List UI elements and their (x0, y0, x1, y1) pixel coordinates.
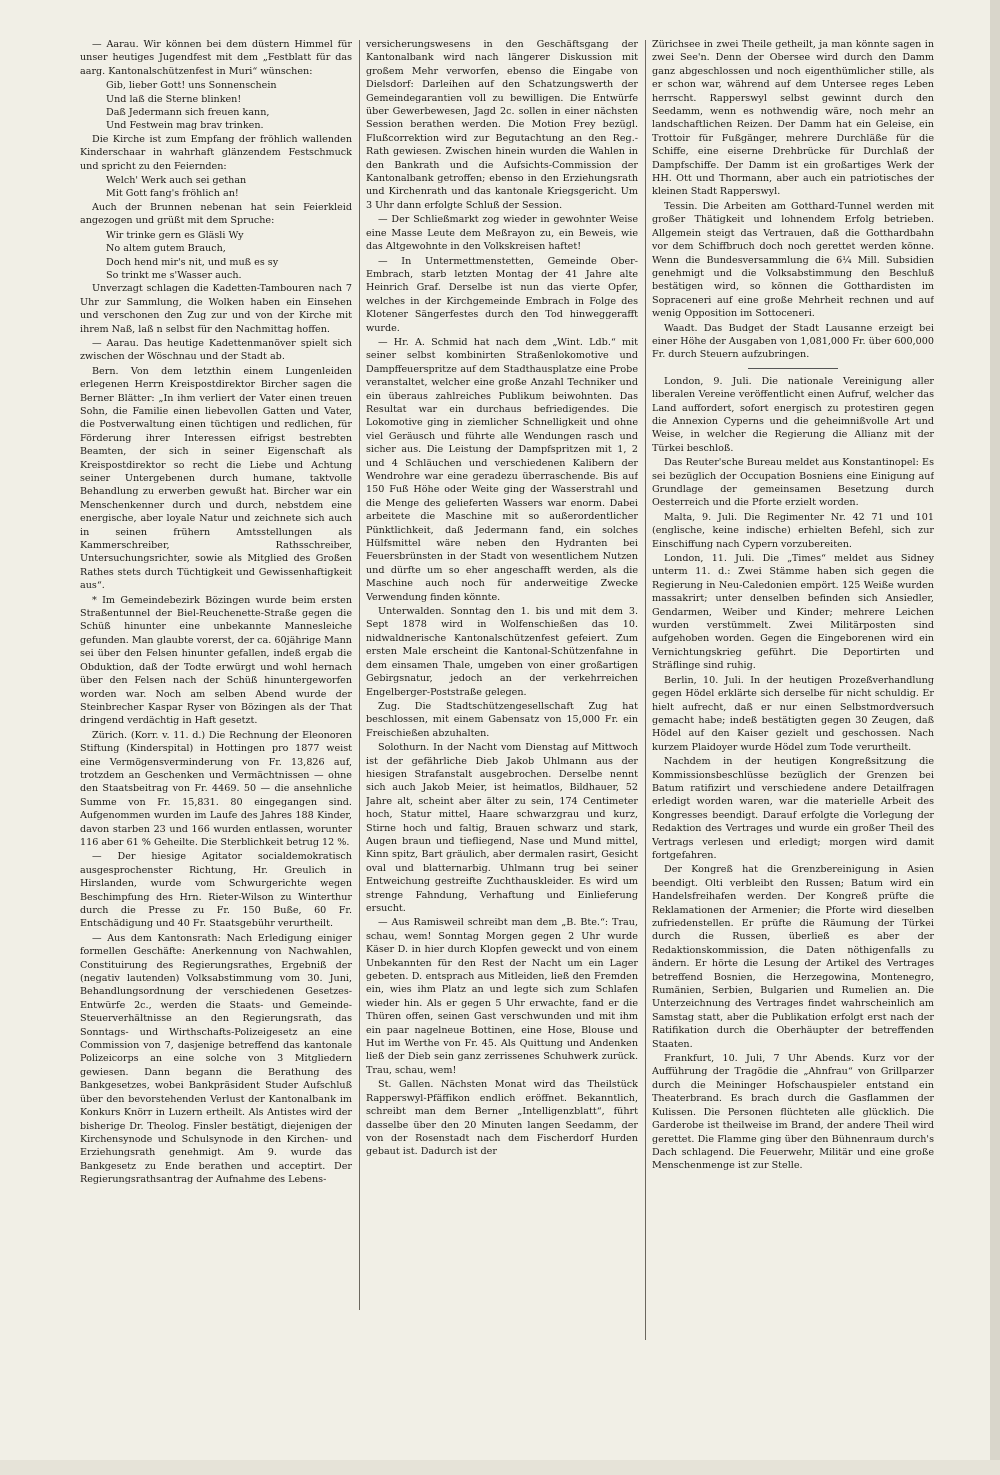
article-schliessmarkt: — Der Schließmarkt zog wieder in gewohnter Weise eine Masse Leute dem Meßrayon zu, ein Beweis, wie das Altgewohnte in den Volkskreisen haftet! (366, 214, 638, 253)
article-unterwalden: Unterwalden. Sonntag den 1. bis und mit dem 3. Sept 1878 wird in Wolfenschießen das 10. nidwaldnerische Kantonalschützenfest gefeiert. Zum ersten Male erscheint die Kantonal-Schützenfahne in dem einsamen Thale, umgeben von einer großartigen Gebirgsnatur, jedoch an der verkehrreichen Engelberger-Poststraße gelegen. (366, 606, 638, 698)
dispatch-malta: Malta, 9. Juli. Die Regimenter Nr. 42 71 und 101 (englische, keine indische) erhielten Befehl, sich zur Einschiffung nach Cypern vorzubereiten. (652, 511, 934, 550)
verse-line: Wir trinke gern es Gläsli Wy (106, 229, 244, 241)
article-untermettmenstetten: — In Untermettmenstetten, Gemeinde Ober-Embrach, starb letzten Montag der 41 Jahre alte Heinrich Graf. Derselbe ist nun das vierte Opfer, welches in der Kirchgemeinde Embrach in Folge des Klotener Sängerfestes durch den Tod hinweggerafft wurde. (366, 255, 638, 334)
page-edge (990, 0, 1000, 1475)
verse-line: No altem gutem Brauch, (106, 243, 226, 255)
dispatch-berlin: Berlin, 10. Juli. In der heutigen Prozeßverhandlung gegen Hödel erklärte sich derselbe für nicht schuldig. Er hielt aufrecht, daß er nur einen Selbstmordversuch gemacht habe; indeß bestätigten gegen 30 Zeugen, daß Hödel auf den Kaiser gezielt und geschossen. Nach kurzem Plaidoyer wurde Hödel zum Tode verurtheilt. (652, 674, 934, 753)
article-aarau-festival: — Aarau. Wir können bei dem düstern Himmel für unser heutiges Jugendfest mit dem „Festblatt für das aarg. Kantonalschützenfest in Muri“ wünschen: (80, 39, 352, 77)
article-tessin: Tessin. Die Arbeiten am Gotthard-Tunnel werden mit großer Thätigkeit und lohnendem Erfolg betrieben. Allgemein steigt das Vertrauen, daß die Gotthardbahn vor dem Schiffbruch doch noch gerettet werden könne. Wenn die Bundesversammlung die 6¼ Mill. Subsidien genehmigt und die Volksabstimmung den Beschluß bestätigen wird, so können die Gotthardisten im Sopraceneri auf eine große Mehrheit rechnen und auf wenig Opposition im Sottoceneri. (652, 200, 934, 320)
article-kantonsrath: — Aus dem Kantonsrath: Nach Erledigung einiger formellen Geschäfte: Anerkennung von Nachwahlen, Constituirung des Regierungsrathes, Ergebniß der (negativ lautenden) Volksabstimmung vom 30. Juni, Behandlungsordnung der verschiedenen Gesetzes-Entwürfe 2c., werden die Staats- und Gemeinde-Steuerverhältnisse an den Regierungsrath, das Sonntags- und Wirthschafts-Polizeigesetz an eine Commission von 7, dasjenige betreffend das kantonale Polizeicorps an eine solche von 3 Mitgliedern gewiesen. Dann begann die Berathung des Bankgesetzes, wobei Bankpräsident Studer Aufschluß über den bevorstehenden Verlust der Kantonalbank im Konkurs Knörr in Luzern ertheilt. Als Antistes wird der bisherige Dr. Theolog. Finsler bestätigt, diejenigen der Kirchensynode und Schulsynode in den Kirchen- und Erziehungsrath genehmigt. Am 9. wurde das Bankgesetz zu Ende berathen und acceptirt. Der Regierungsrathsantrag der Aufnahme des Lebens- (80, 932, 352, 1186)
verse-1 (106, 79, 352, 133)
verse-3 (106, 229, 352, 283)
article-solothurn: Solothurn. In der Nacht vom Dienstag auf Mittwoch ist der gefährliche Dieb Jakob Uhlmann aus der hiesigen Strafanstalt ausgebrochen. Derselbe nennt sich auch Jakob Meier, ist heimatlos, Bildhauer, 52 Jahre alt, scheint aber älter zu sein, 174 Centimeter hoch, Statur mittel, Haare schwarzgrau und kurz, Stirne hoch und faltig, Brauen schwarz und stark, Augen braun und tiefliegend, Nase und Mund mittel, Kinn spitz, Bart gräulich, aber dermalen rasirt, Gesicht oval und blatternarbig. Uhlmann trug bei seiner Entweichung gestreifte Zuchthauskleider. Es wird um strenge Fahndung, Verhaftung und Einlieferung ersucht. (366, 742, 638, 914)
page-bottom-margin (0, 1460, 1000, 1475)
column-3 (652, 38, 934, 1338)
article-ramisweil: — Aus Ramisweil schreibt man dem „B. Bte.“: Trau, schau, wem! Sonntag Morgen gegen 2 Uhr wurde Käser D. in hier durch Klopfen geweckt und von einem Unbekannten für den Rest der Nacht um ein Lager gebeten. D. entsprach aus Mitleiden, ließ den Fremden ein, wies ihm Platz an und legte sich zum Schlafen wieder hin. Als er gegen 5 Uhr erwachte, fand er die Thüren offen, seinen Gast verschwunden und mit ihm ein paar nagelneue Bottinen, eine Hose, Blouse und Hut im Werthe von Fr. 45. Als Quittung und Andenken ließ der Dieb sein ganz zerrissenes Schuhwerk zurück. Trau, schau, wem! (366, 917, 638, 1076)
article-zug: Zug. Die Stadtschützengesellschaft Zug hat beschlossen, mit einem Gabensatz von 15,000 Fr. ein Freischießen abzuhalten. (366, 700, 638, 739)
dispatch-kongress-1: Nachdem in der heutigen Kongreßsitzung die Kommissionsbeschlüsse bezüglich der Grenzen bei Batum ratifizirt und verschiedene andere Detailfragen erledigt worden waren, war die materielle Arbeit des Kongresses beendigt. Darauf erfolgte die Vorlegung der Redaktion des Vertrages und wurde ein großer Theil des Vertrags verlesen und erledigt; morgen wird damit fortgefahren. (652, 756, 934, 861)
verse-line: So trinkt me s'Wasser auch. (106, 269, 242, 281)
column-rule-1 (359, 40, 360, 1310)
paragraph: Auch der Brunnen nebenan hat sein Feierkleid angezogen und grüßt mit dem Spruche: (80, 201, 352, 227)
column-1 (80, 38, 352, 1338)
dispatch-kongress-2: Der Kongreß hat die Grenzbereinigung in Asien beendigt. Olti verbleibt den Russen; Batum wird ein Handelsfreihafen werden. Der Kongreß prüfte die Reklamationen der Armenier; die Pforte wird dieselben zufriedenstellen. Er prüfte die Räumung der Türkei durch die Russen, überließ es aber der Redaktionskommission, die Daten nöthigenfalls zu ändern. Er hörte die Lesung der Artikel des Vertrages betreffend Bosnien, die Herzegowina, Montenegro, Rumänien, Serbien, Bulgarien und Rumelien an. Die Unterzeichnung des Vertrages findet wahrscheinlich am Samstag statt, aber die Publikation erfolgt erst nach der Ratifikation durch die Oberhäupter der betreffenden Staaten. (652, 864, 934, 1050)
dispatch-london-11: London, 11. Juli. Die „Times“ meldet aus Sidney unterm 11. d.: Zwei Stämme haben sich gegen die Regierung in Neu-Caledonien empört. 125 Weiße wurden massakrirt; unter denselben befinden sich Ansiedler, Gendarmen, Weiber und Kinder; mehrere Leichen wurden verstümmelt. Zwei Militärposten sind aufgehoben worden. Gegen die Eingeborenen wird ein Vernichtungskrieg geführt. Die Deportirten und Sträflinge sind ruhig. (652, 553, 934, 672)
dispatch-reuter: Das Reuter'sche Bureau meldet aus Konstantinopel: Es sei bezüglich der Occupation Bosniens eine Einigung auf Grundlage der gemeinsamen Besetzung durch Oesterreich und die Pforte erzielt worden. (652, 457, 934, 509)
column-rule-2 (645, 40, 646, 1340)
article-aarau-cadets: — Aarau. Das heutige Kadettenmanöver spielt sich zwischen der Wöschnau und der Stadt ab. (80, 337, 352, 363)
article-st-gallen: St. Gallen. Nächsten Monat wird das Theilstück Rapperswyl-Pfäffikon endlich eröffnet. Bekanntlich, schreibt man dem Berner „Intelligenzblatt“, führt dasselbe über den 20 Minuten langen Seedamm, der von der Rosenstadt nach dem Fischerdorf Hurden gebaut ist. Dadurch ist der (366, 1079, 638, 1158)
paragraph: versicherungswesens in den Geschäftsgang der Kantonalbank wird nach längerer Diskussion mit großem Mehr verworfen, ebenso die Eingabe von Dielsdorf: Darleihen auf den Schatzungswerth der Gemeindegarantien voll zu bewilligen. Die Entwürfe über Gewerbewesen, Jagd 2c. sollen in einer nächsten Session berathen werden. Die Motion Frey bezügl. Flußcorrektion wird zur Begutachtung an den Reg.-Rath gewiesen. Zwischen hinein wurden die Wahlen in den Bankrath und die Aufsichts-Commission der Kantonalbank getroffen; ebenso in den Erziehungsrath und Kirchenrath und das kantonale Kriegsgericht. Um 3 Uhr dann erfolgte Schluß der Session. (366, 39, 638, 211)
paragraph: Die Kirche ist zum Empfang der fröhlich wallenden Kinderschaar in wahrhaft glänzendem Festschmuck und spricht zu den Feiernden: (80, 133, 352, 172)
verse-line: Mit Gott fang's fröhlich an! (106, 188, 239, 200)
section-divider (748, 368, 838, 369)
dispatch-london-9: London, 9. Juli. Die nationale Vereinigung aller liberalen Vereine veröffentlicht einen Aufruf, welcher das Land auffordert, sofort energisch zu protestiren gegen die Annexion Cyperns und die geheimnißvolle Art und Weise, in welcher die Regierung die Allianz mit der Türkei beschloß. (652, 375, 934, 454)
article-greulich: — Der hiesige Agitator socialdemokratisch ausgesprochenster Richtung, Hr. Greulich in Hirslanden, wurde vom Schwurgerichte wegen Beschimpfung des Hrn. Rieter-Wilson zu Winterthur durch die Presse zu Fr. 150 Buße, 60 Fr. Entschädigung und 40 Fr. Staatsgebühr verurtheilt. (80, 851, 352, 930)
article-schmid-lokomotive: — Hr. A. Schmid hat nach dem „Wint. Ldb.“ mit seiner selbst kombinirten Straßenlokomotive und Dampffeuerspritze auf dem Stadthausplatze eine Probe veranstaltet, welcher eine große Anzahl Techniker und ein überaus zahlreiches Publikum beiwohnten. Das Resultat war ein durchaus befriedigendes. Die Lokomotive ging in ziemlicher Schnelligkeit und ohne viel Geräusch und führte alle Wendungen rasch und sicher aus. Die Leistung der Dampfspritzen mit 1, 2 und 4 Schläuchen und verschiedenen Kalibern der Wendrohre war eine geradezu überraschende. Bis auf 150 Fuß Höhe oder Weite ging der Wasserstrahl und die Menge des gelieferten Wassers war enorm. Dabei arbeitete die Maschine mit so außerordentlicher Pünktlichkeit, daß Jedermann fand, ein solches Hülfsmittel wäre neben den Hydranten bei Feuersbrünsten in der Stadt von wesentlichem Nutzen und dürfte um so eher angeschafft werden, als die Maschine auch noch für anderweitige Zwecke Verwendung finden könnte. (366, 336, 638, 603)
verse-line: Daß Jedermann sich freuen kann, (106, 107, 270, 119)
paragraph: Unverzagt schlagen die Kadetten-Tambouren nach 7 Uhr zur Sammlung, die Wolken haben ein Einsehen und verschonen den Zug zur und von der Kirche mit ihrem Naß, laß n selbst für den Nachmittag hoffen. (80, 283, 352, 335)
verse-line: Gib, lieber Gott! uns Sonnenschein (106, 80, 277, 92)
article-zuerich: Zürich. (Korr. v. 11. d.) Die Rechnung der Eleonoren Stiftung (Kinderspital) in Hottingen pro 1877 weist eine Vermögensverminderung von Fr. 13,826 auf, trotzdem an Geschenken und Vermächtnissen — ohne den Staatsbeitrag von Fr. 4469. 50 — die ansehnliche Summe von Fr. 15,831. 80 eingegangen sind. Aufgenommen wurden im Laufe des Jahres 188 Kinder, davon starben 23 und 166 wurden entlassen, worunter 116 aber 61 % Geheilte. Die Sterblichkeit betrug 12 %. (80, 729, 352, 848)
article-bern: Bern. Von dem letzthin einem Lungenleiden erlegenen Herrn Kreispostdirektor Bircher sagen die Berner Blätter: „In ihm verliert der Vater einen treuen Sohn, die Familie einen liebevollen Gatten und Vater, die Postverwaltung einen tüchtigen und redlichen, für Förderung ihrer Interessen eifrigst bestrebten Beamten, der sich in seiner Eigenschaft als Kreispostdirektor so recht die Liebe und Achtung seiner Untergebenen durch humane, taktvolle Behandlung zu erwerben gewußt hat. Bircher war ein Menschenkenner durch und durch, nebstdem eine energische, aber loyale Natur und zeichnete sich auch in seinen frühern Amtsstellungen als Kammerschreiber, Rathsschreiber, Untersuchungsrichter, sowie als Mitglied des Großen Rathes stets durch Tüchtigkeit und Gewissenhaftigkeit aus“. (80, 365, 352, 592)
verse-line: Und laß die Sterne blinken! (106, 93, 242, 105)
verse-line: Welch' Werk auch sei gethan (106, 175, 247, 187)
verse-line: Und Festwein mag brav trinken. (106, 120, 264, 132)
dispatch-frankfurt: Frankfurt, 10. Juli, 7 Uhr Abends. Kurz vor der Aufführung der Tragödie die „Ahnfrau“ von Grillparzer durch die Meininger Hofschauspieler entstand ein Theaterbrand. Es brach durch die Gasflammen der Kulissen. Die Personen flüchteten alle glücklich. Die Garderobe ist theilweise im Brand, der andere Theil wird gerettet. Die Flamme ging über den Bühnenraum durch's Dach schlagend. Die Feuerwehr, Militär und eine große Menschenmenge ist zur Stelle. (652, 1053, 934, 1172)
verse-line: Doch hend mir's nit, und muß es sy (106, 256, 279, 268)
verse-2 (106, 174, 352, 201)
article-waadt: Waadt. Das Budget der Stadt Lausanne erzeigt bei einer Höhe der Ausgaben von 1,081,000 Fr. über 600,000 Fr. durch Steuern aufzubringen. (652, 322, 934, 361)
paragraph: Zürichsee in zwei Theile getheilt, ja man könnte sagen in zwei See'n. Denn der Obersee wird durch den Damm ganz abgeschlossen und noch eigenthümlicher stille, als er schon war, während auf dem Untersee reges Leben herrscht. Rapperswyl selbst gewinnt durch den Seedamm, wenn es nothwendig wäre, noch mehr an landschaftlichen Reizen. Der Damm hat ein Geleise, ein Trottoir für Fußgänger, mehrere Durchläße für die Schiffe, eine eiserne Drehbrücke für Durchlaß der Dampfschiffe. Der Damm ist ein großartiges Werk der HH. Ott und Thormann, aber auch ein patriotisches der kleinen Stadt Rapperswyl. (652, 39, 934, 198)
column-2 (366, 38, 638, 1268)
article-boezingen: * Im Gemeindebezirk Bözingen wurde beim ersten Straßentunnel der Biel-Reuchenette-Straße gegen die Schüß hinunter eine unbekannte Mannesleiche gefunden. Man glaubte vorerst, der ca. 60jährige Mann sei über den Felsen hinunter gefallen, indeß ergab die Obduktion, daß der Todte erwürgt und wohl hernach über den Felsen nach der Schüß hinuntergeworfen worden war. Noch am selben Abend wurde der Steinbrecher Kaspar Ryser von Bözingen als der That dringend verdächtig in Haft gesetzt. (80, 594, 352, 727)
